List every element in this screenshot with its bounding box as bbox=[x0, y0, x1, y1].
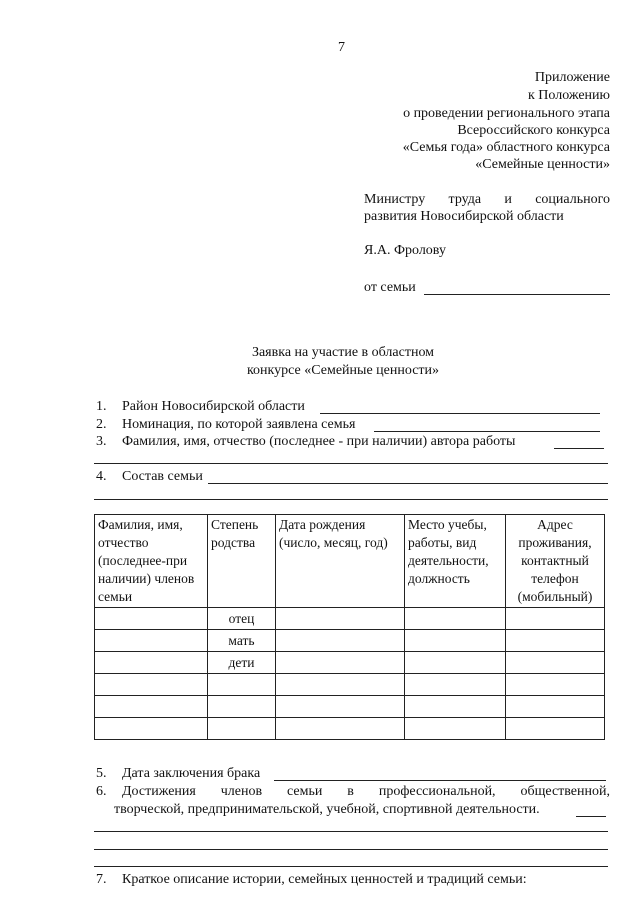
table-cell[interactable] bbox=[405, 696, 506, 718]
table-row bbox=[95, 630, 605, 652]
addressee-name: Я.А. Фролову bbox=[364, 243, 446, 258]
item-label: Номинация, по которой заявлена семья bbox=[122, 417, 356, 432]
table-cell[interactable] bbox=[208, 696, 276, 718]
table-cell[interactable] bbox=[506, 630, 605, 652]
item-label: Краткое описание истории, семейных ценностей и традиций семьи: bbox=[122, 872, 527, 887]
table-row bbox=[95, 696, 605, 718]
table-cell[interactable] bbox=[276, 674, 405, 696]
author-field[interactable] bbox=[554, 448, 604, 449]
item-number: 4. bbox=[96, 469, 107, 484]
table-cell[interactable] bbox=[95, 674, 208, 696]
family-composition-extra[interactable] bbox=[94, 499, 608, 500]
table-cell[interactable] bbox=[95, 608, 208, 630]
addressee-line: Министру труда и социального bbox=[364, 192, 610, 207]
table-cell[interactable] bbox=[95, 652, 208, 674]
item-label: Район Новосибирской области bbox=[122, 399, 305, 414]
table-cell[interactable] bbox=[208, 718, 276, 740]
table-cell[interactable] bbox=[506, 608, 605, 630]
appendix-line: Всероссийского конкурса bbox=[457, 123, 610, 138]
item-number: 2. bbox=[96, 417, 107, 432]
table-cell[interactable] bbox=[506, 718, 605, 740]
item-label: Дата заключения брака bbox=[122, 766, 261, 781]
marriage-date-field[interactable] bbox=[274, 780, 606, 781]
column-header: Место учебы, работы, вид деятельности, должность bbox=[405, 515, 506, 608]
title-line: конкурсе «Семейные ценности» bbox=[246, 363, 440, 378]
item-label: Достижения членов семьи в профессиональной, общественной, bbox=[122, 784, 610, 799]
table-cell[interactable] bbox=[506, 652, 605, 674]
appendix-line: «Семья года» областного конкурса bbox=[402, 140, 610, 155]
table-header-row bbox=[95, 515, 605, 608]
family-composition-field[interactable] bbox=[208, 483, 608, 484]
addressee-line: развития Новосибирской области bbox=[364, 209, 564, 224]
item-label: Состав семьи bbox=[122, 469, 203, 484]
appendix-line: к Положению bbox=[527, 88, 610, 103]
appendix-line: Приложение bbox=[534, 70, 610, 85]
page-number: 7 bbox=[338, 40, 345, 55]
table-cell[interactable] bbox=[506, 696, 605, 718]
district-field[interactable] bbox=[320, 413, 600, 414]
table-cell[interactable] bbox=[276, 652, 405, 674]
item-number: 3. bbox=[96, 434, 107, 449]
achievements-field[interactable] bbox=[576, 816, 606, 817]
table-cell[interactable] bbox=[506, 674, 605, 696]
item-number: 5. bbox=[96, 766, 107, 781]
table-cell[interactable] bbox=[405, 630, 506, 652]
table-cell[interactable] bbox=[405, 608, 506, 630]
table-row bbox=[95, 608, 605, 630]
table-row bbox=[95, 652, 605, 674]
achievements-extra[interactable] bbox=[94, 831, 608, 832]
table-cell[interactable]: мать bbox=[208, 630, 276, 652]
table-cell[interactable] bbox=[276, 718, 405, 740]
nomination-field[interactable] bbox=[374, 431, 600, 432]
item-number: 6. bbox=[96, 784, 107, 799]
table-cell[interactable] bbox=[405, 652, 506, 674]
item-number: 7. bbox=[96, 872, 107, 887]
item-label-continued: творческой, предпринимательской, учебной, спортивной деятельности. bbox=[114, 802, 540, 817]
table-cell[interactable] bbox=[95, 718, 208, 740]
appendix-line: «Семейные ценности» bbox=[475, 157, 610, 172]
title-line: Заявка на участие в областном bbox=[251, 345, 435, 360]
column-header: Адрес проживания, контактный телефон (мобильный) bbox=[506, 515, 605, 608]
table-row bbox=[95, 718, 605, 740]
table-cell[interactable] bbox=[276, 696, 405, 718]
table-cell[interactable]: отец bbox=[208, 608, 276, 630]
table-cell[interactable] bbox=[405, 674, 506, 696]
column-header: Степень родства bbox=[208, 515, 276, 608]
table-cell[interactable] bbox=[276, 608, 405, 630]
table-cell[interactable] bbox=[276, 630, 405, 652]
achievements-extra[interactable] bbox=[94, 849, 608, 850]
appendix-line: о проведении регионального этапа bbox=[403, 106, 610, 121]
table-row bbox=[95, 674, 605, 696]
item-label: Фамилия, имя, отчество (последнее - при наличии) автора работы bbox=[122, 434, 516, 449]
achievements-extra[interactable] bbox=[94, 866, 608, 867]
table-cell[interactable]: дети bbox=[208, 652, 276, 674]
column-header: Фамилия, имя, отчество (последнее-при наличии) членов семьи bbox=[95, 515, 208, 608]
from-family-label: от семьи bbox=[364, 280, 416, 295]
item-number: 1. bbox=[96, 399, 107, 414]
family-table bbox=[94, 514, 605, 740]
author-field-extra[interactable] bbox=[94, 463, 608, 464]
column-header: Дата рождения (число, месяц, год) bbox=[276, 515, 405, 608]
table-cell[interactable] bbox=[95, 630, 208, 652]
table-cell[interactable] bbox=[95, 696, 208, 718]
from-family-field[interactable] bbox=[424, 294, 610, 295]
table-cell[interactable] bbox=[208, 674, 276, 696]
table-cell[interactable] bbox=[405, 718, 506, 740]
